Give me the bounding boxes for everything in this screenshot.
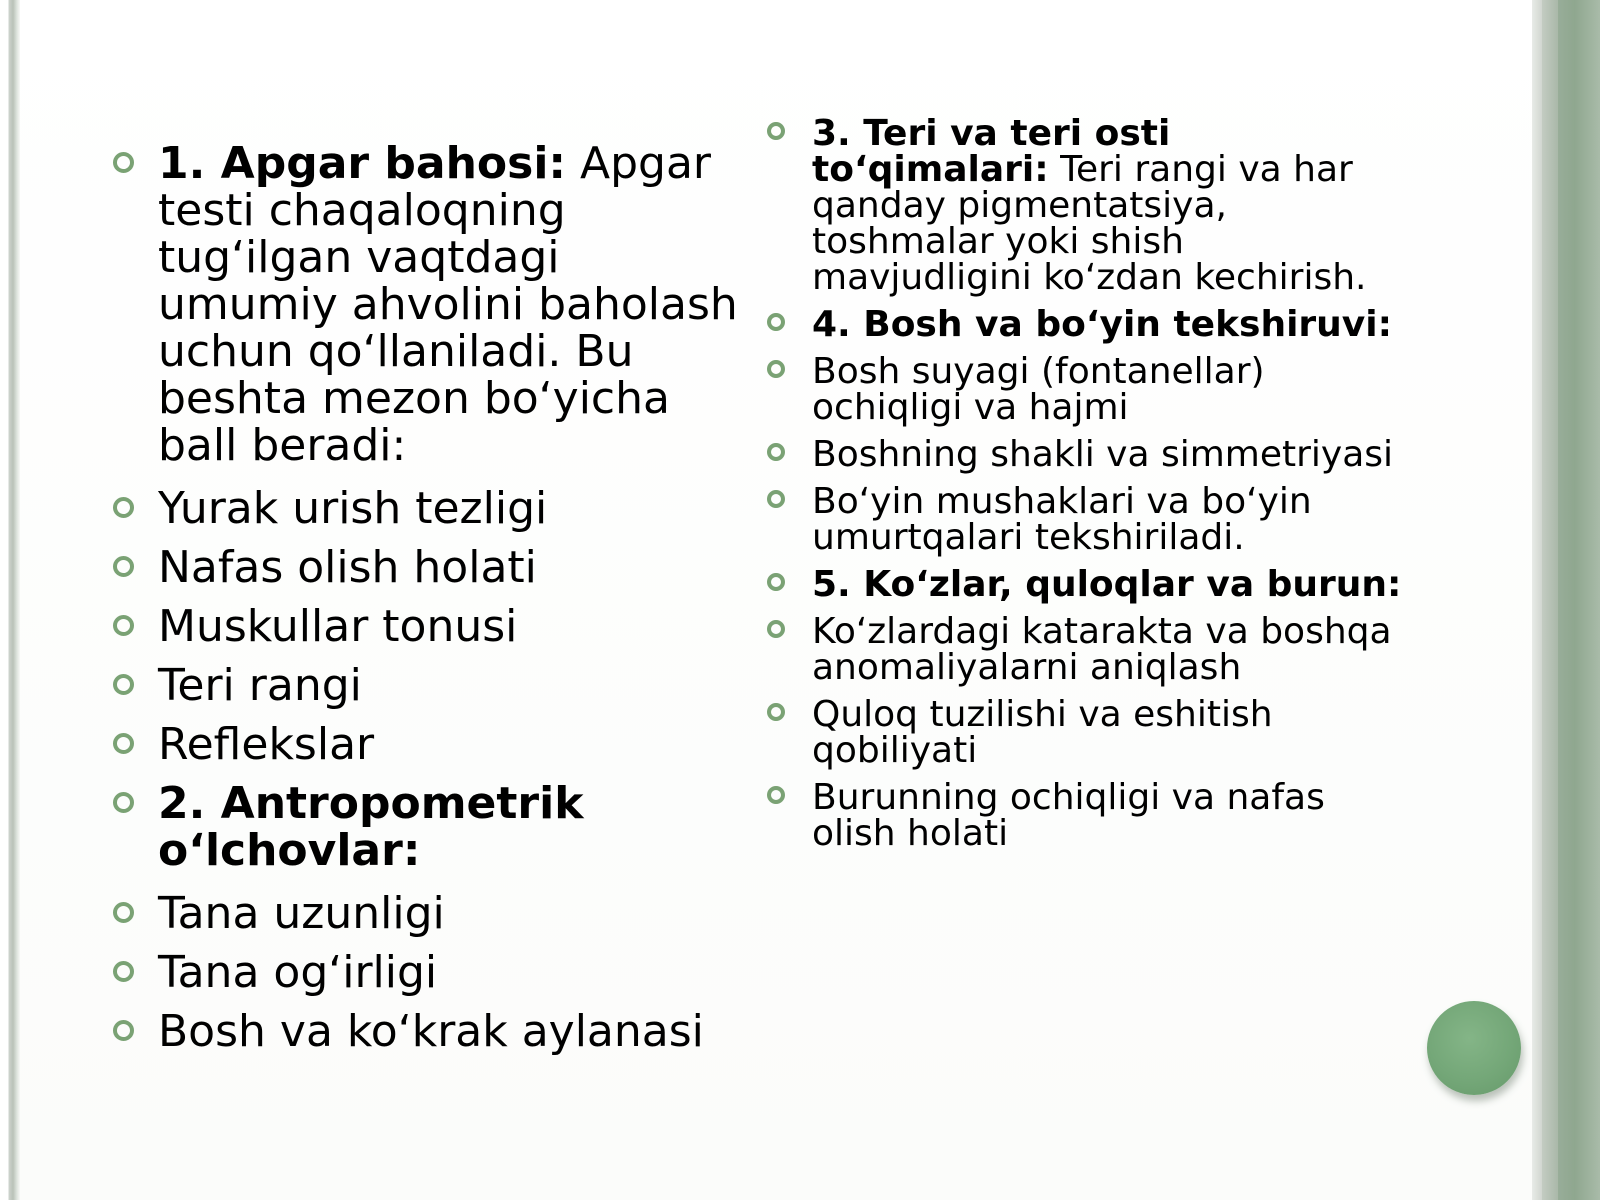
list-item <box>812 611 1412 688</box>
list-item-text: Teri rangi <box>158 660 362 711</box>
ring-bullet-icon <box>113 556 134 577</box>
list-item <box>812 481 1412 558</box>
ring-bullet-icon <box>767 573 785 591</box>
list-item-heading: 3. Teri va teri osti to‘qimalari: <box>812 113 1171 190</box>
list-item <box>158 949 748 996</box>
list-item-text: Yurak urish tezligi <box>158 483 548 534</box>
list-item-text: Nafas olish holati <box>158 542 537 593</box>
ring-bullet-icon <box>113 497 134 518</box>
slide-right-border-inner <box>1532 0 1542 1200</box>
ring-bullet-icon <box>767 443 785 461</box>
list-item-text: Tana uzunligi <box>158 888 445 939</box>
right-bullet-list <box>812 113 1412 863</box>
list-item <box>158 544 748 591</box>
list-item <box>812 694 1412 771</box>
list-item <box>158 603 748 650</box>
list-item-heading: 2. Antropometrik o‘lchovlar: <box>158 778 584 876</box>
list-item-heading: 4. Bosh va bo‘yin tekshiruvi: <box>812 304 1393 345</box>
ring-bullet-icon <box>767 313 785 331</box>
ring-bullet-icon <box>113 615 134 636</box>
decorative-circle <box>1427 1001 1521 1095</box>
list-item-text: Apgar testi chaqaloqning tug‘ilgan vaqtdagi umumiy ahvolini baholash uchun qo‘llaniladi. Bu beshta mezon bo‘yicha ball beradi: <box>158 138 738 471</box>
ring-bullet-icon <box>113 902 134 923</box>
ring-bullet-icon <box>767 490 785 508</box>
ring-bullet-icon <box>113 1020 134 1041</box>
ring-bullet-icon <box>113 961 134 982</box>
slide-left-border <box>0 0 20 1200</box>
list-item <box>158 890 748 937</box>
list-item-text: Muskullar tonusi <box>158 601 518 652</box>
ring-bullet-icon <box>113 792 134 813</box>
slide-right-border-outer <box>1558 0 1600 1200</box>
list-item <box>158 721 748 768</box>
list-item <box>812 113 1412 298</box>
list-item-text: Reflekslar <box>158 719 375 770</box>
list-item-text: Burunning ochiqligi va nafas olish holati <box>812 777 1325 854</box>
list-item <box>812 351 1412 428</box>
left-bullet-list <box>158 140 748 1067</box>
list-item <box>812 564 1412 605</box>
list-item <box>812 434 1412 475</box>
list-item-text: Bosh suyagi (fontanellar) ochiqligi va hajmi <box>812 351 1265 428</box>
list-item-text: Teri rangi va har qanday pigmentatsiya, toshmalar yoki shish mavjudligini ko‘zdan kechirish. <box>812 149 1367 298</box>
list-item <box>812 777 1412 854</box>
list-item-text: Boshning shakli va simmetriyasi <box>812 434 1394 475</box>
list-item-text: Bo‘yin mushaklari va bo‘yin umurtqalari tekshiriladi. <box>812 481 1312 558</box>
ring-bullet-icon <box>767 620 785 638</box>
list-item <box>158 485 748 532</box>
list-item <box>158 780 748 874</box>
list-item <box>158 140 748 469</box>
list-item-heading: 1. Apgar bahosi: <box>158 138 567 189</box>
list-item <box>158 662 748 709</box>
ring-bullet-icon <box>767 360 785 378</box>
list-item-text: Ko‘zlardagi katarakta va boshqa anomaliyalarni aniqlash <box>812 611 1392 688</box>
list-item-text: Bosh va ko‘krak aylanasi <box>158 1006 704 1057</box>
ring-bullet-icon <box>113 733 134 754</box>
list-item-text: Tana og‘irligi <box>158 947 438 998</box>
ring-bullet-icon <box>113 152 134 173</box>
list-item <box>812 304 1412 345</box>
ring-bullet-icon <box>767 122 785 140</box>
ring-bullet-icon <box>767 703 785 721</box>
list-item-text: Quloq tuzilishi va eshitish qobiliyati <box>812 694 1273 771</box>
list-item-heading: 5. Ko‘zlar, quloqlar va burun: <box>812 564 1402 605</box>
ring-bullet-icon <box>113 674 134 695</box>
list-item <box>158 1008 748 1055</box>
ring-bullet-icon <box>767 786 785 804</box>
slide-right-border-middle <box>1542 0 1558 1200</box>
